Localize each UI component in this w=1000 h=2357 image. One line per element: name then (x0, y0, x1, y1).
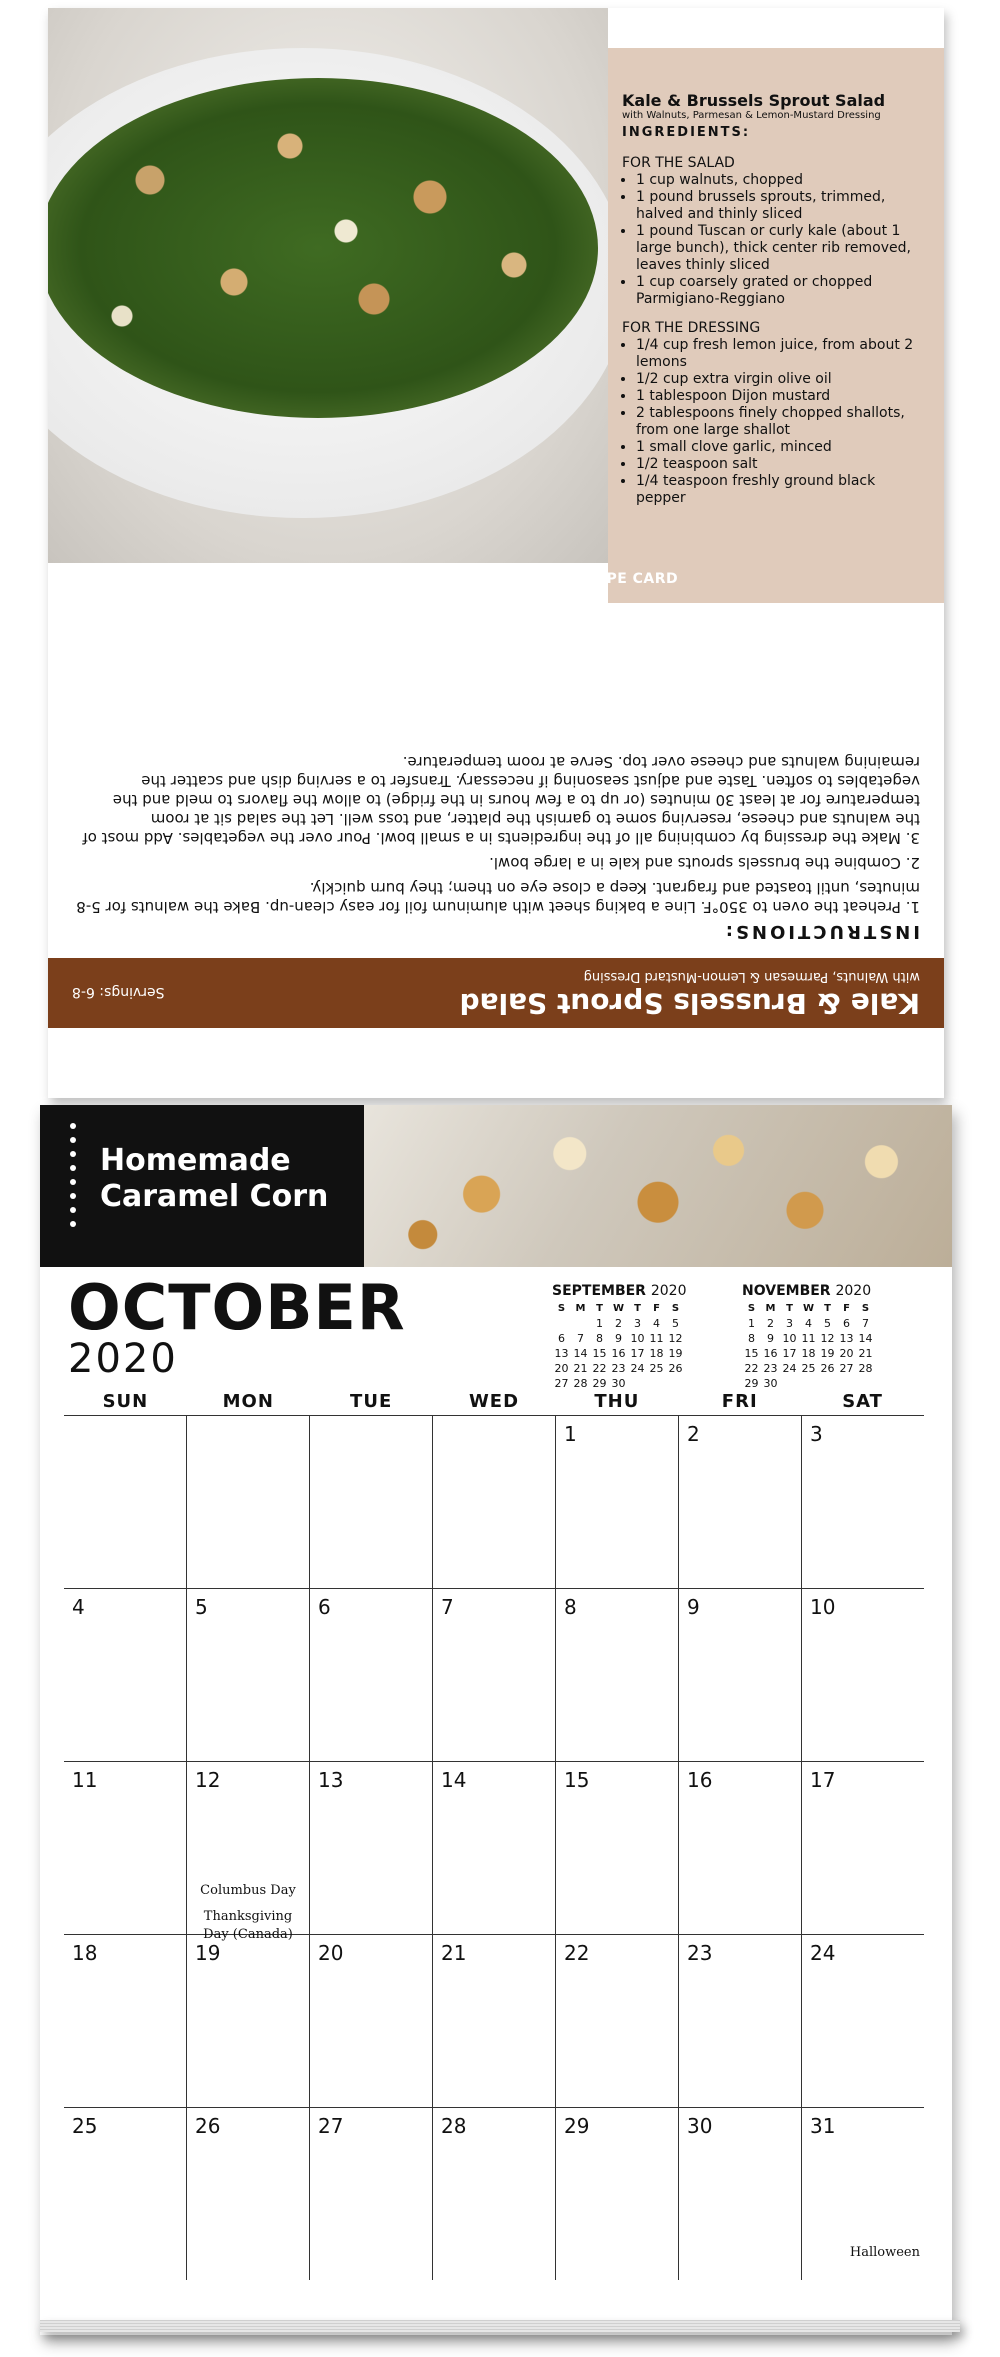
mini-day: 19 (820, 1347, 835, 1360)
holiday-thanksgiving-canada: Thanksgiving Day (Canada) (203, 1909, 293, 1942)
mini-day: 13 (839, 1332, 854, 1345)
mini-day (628, 1376, 647, 1391)
mini-day: 30 (763, 1377, 778, 1390)
mini-day: 21 (573, 1362, 588, 1375)
mini-weekday: T (596, 1303, 603, 1314)
instruction-step: 3. Make the dressing by combining all of the ingredients in a small bowl. Pour over the vegetables. Add most of the walnuts and cheese, reserving some to garnish the platter, and toss well. Let the salad sit at room temperature for at least 30 minutes (or up to a few hours in the fridge) to allow the flavors to meld and the vegetables to soften. Taste and adjust seasoning if necessary. Transfer to a serving dish and scatter the remaining walnuts and cheese over top. Serve at room temperature. (82, 753, 920, 847)
day-cell[interactable] (679, 2108, 802, 2280)
mini-day: 16 (611, 1347, 626, 1360)
mini-day: 15 (592, 1347, 607, 1360)
day-cell[interactable] (433, 2108, 556, 2280)
mini-weekday: T (824, 1303, 831, 1314)
servings-label: Servings: 6-8 (72, 984, 165, 1000)
mini-day: 9 (615, 1332, 622, 1345)
mini-day: 1 (748, 1317, 755, 1330)
instructions-title-bar (48, 958, 944, 1028)
list-item: • 1 tablespoon Dijon mustard (636, 388, 926, 405)
mini-calendar-grid (552, 1301, 685, 1391)
mini-calendar-september (552, 1283, 686, 1391)
day-number: 8 (564, 1595, 577, 1619)
day-cell[interactable] (556, 2108, 679, 2280)
mini-day: 12 (820, 1332, 835, 1345)
mini-calendar-november (742, 1283, 875, 1391)
day-cell[interactable] (64, 1935, 187, 2107)
mini-day: 6 (558, 1332, 565, 1345)
mini-day: 19 (668, 1347, 683, 1360)
day-number: 23 (687, 1941, 713, 1965)
caramel-corn-photo (364, 1105, 952, 1267)
mini-day: 26 (820, 1362, 835, 1375)
mini-day: 20 (839, 1347, 854, 1360)
recipe-banner (40, 1105, 364, 1267)
mini-day: 25 (649, 1362, 664, 1375)
mini-weekday: T (634, 1303, 641, 1314)
dot-icon (70, 1193, 76, 1199)
weekday-label: TUE (350, 1391, 393, 1412)
day-cell[interactable] (679, 1762, 802, 1934)
day-cell[interactable] (187, 2108, 310, 2280)
instructions-recipe-title: Kale & Brussels Sprout Salad (459, 987, 920, 1020)
mini-day: 16 (763, 1347, 778, 1360)
mini-day: 14 (858, 1332, 873, 1345)
dot-icon (70, 1165, 76, 1171)
day-number: 6 (318, 1595, 331, 1619)
list-item: • 1 cup walnuts, chopped (636, 172, 926, 189)
day-cell[interactable] (679, 1935, 802, 2107)
week-row (64, 2108, 924, 2280)
day-cell[interactable] (187, 1589, 310, 1761)
day-cell[interactable] (802, 1935, 924, 2107)
day-number: 27 (318, 2114, 344, 2138)
banner-title-line1: Homemade (100, 1143, 291, 1178)
mini-day: 27 (554, 1377, 569, 1390)
day-number: 1 (564, 1422, 577, 1446)
mini-day: 22 (744, 1362, 759, 1375)
mini-month-year: 2020 (650, 1283, 687, 1299)
recipe-subtitle: with Walnuts, Parmesan & Lemon-Mustard Dressing (622, 110, 881, 121)
banner-dots (70, 1123, 76, 1235)
mini-day: 28 (858, 1362, 873, 1375)
banner-title-line2: Caramel Corn (100, 1179, 329, 1214)
mini-day: 5 (824, 1317, 831, 1330)
mini-day: 14 (573, 1347, 588, 1360)
day-number: 18 (72, 1941, 98, 1965)
mini-day: 8 (748, 1332, 755, 1345)
day-cell[interactable] (64, 1416, 187, 1588)
day-cell[interactable] (802, 1589, 924, 1761)
list-item: • 1/2 cup extra virgin olive oil (636, 371, 926, 388)
day-cell[interactable] (556, 1416, 679, 1588)
day-number: 21 (441, 1941, 467, 1965)
day-number: 31 (810, 2114, 836, 2138)
mini-day (552, 1316, 571, 1331)
mini-day: 3 (634, 1317, 641, 1330)
mini-day: 10 (630, 1332, 645, 1345)
month-title: OCTOBER (68, 1271, 406, 1344)
mini-day: 20 (554, 1362, 569, 1375)
day-cell[interactable] (556, 1935, 679, 2107)
mini-weekday: W (612, 1303, 625, 1314)
day-cell[interactable] (556, 1762, 679, 1934)
day-number: 22 (564, 1941, 590, 1965)
mini-day: 3 (786, 1317, 793, 1330)
day-number: 2 (687, 1422, 700, 1446)
mini-day: 11 (649, 1332, 664, 1345)
calendar-page-stack-edge (40, 2320, 960, 2332)
day-number: 4 (72, 1595, 85, 1619)
mini-calendar-grid (742, 1301, 875, 1391)
day-cell[interactable] (187, 1416, 310, 1588)
mini-weekday: T (786, 1303, 793, 1314)
day-number: 15 (564, 1768, 590, 1792)
day-number: 5 (195, 1595, 208, 1619)
mini-day: 24 (630, 1362, 645, 1375)
list-item: • 1 pound brussels sprouts, trimmed, halved and thinly sliced (636, 189, 926, 223)
mini-weekday: S (861, 1303, 870, 1314)
day-number: 10 (810, 1595, 836, 1619)
mini-weekday: S (557, 1303, 566, 1314)
mini-day: 13 (554, 1347, 569, 1360)
mini-day: 6 (843, 1317, 850, 1330)
day-number: 26 (195, 2114, 221, 2138)
holiday-columbus-day: Columbus Day (200, 1883, 296, 1898)
mini-day (818, 1376, 837, 1391)
dot-icon (70, 1151, 76, 1157)
day-number: 9 (687, 1595, 700, 1619)
dot-icon (70, 1137, 76, 1143)
week-row (64, 1416, 924, 1589)
week-row (64, 1935, 924, 2108)
month-grid (64, 1391, 924, 2280)
dot-icon (70, 1207, 76, 1213)
week-row (64, 1762, 924, 1942)
dressing-list (622, 337, 926, 507)
weekday-label: THU (594, 1391, 640, 1412)
mini-day: 23 (763, 1362, 778, 1375)
day-cell[interactable] (679, 1589, 802, 1761)
mini-month-name: NOVEMBER (742, 1283, 831, 1299)
holiday-halloween: Halloween (849, 2245, 920, 2260)
day-cell[interactable] (64, 1762, 187, 1934)
day-number: 13 (318, 1768, 344, 1792)
mini-day: 29 (592, 1377, 607, 1390)
instruction-step: 1. Preheat the oven to 350°F. Line a baking sheet with aluminum foil for easy clean-up. Bake the walnuts for 5-8 minutes, until toasted and fragrant. Keep a close eye on them; they burn quickly. (76, 879, 920, 916)
mini-day: 4 (805, 1317, 812, 1330)
mini-month-name: SEPTEMBER (552, 1283, 646, 1299)
mini-day: 9 (767, 1332, 774, 1345)
mini-day: 21 (858, 1347, 873, 1360)
mini-day (799, 1376, 818, 1391)
mini-day: 30 (611, 1377, 626, 1390)
mini-month-year: 2020 (835, 1283, 872, 1299)
weekday-label: WED (468, 1391, 520, 1412)
mini-day (571, 1316, 590, 1331)
day-cell[interactable] (64, 2108, 187, 2280)
mini-day (647, 1376, 666, 1391)
day-cell[interactable] (310, 1762, 433, 1934)
salad-graphic (48, 78, 598, 418)
instructions-section (48, 608, 944, 1028)
dot-icon (70, 1123, 76, 1129)
day-cell[interactable] (433, 1589, 556, 1761)
day-number: 3 (810, 1422, 823, 1446)
weekday-label: MON (222, 1391, 274, 1412)
mini-day: 15 (744, 1347, 759, 1360)
weekday-label: SAT (842, 1391, 883, 1412)
mini-day (666, 1376, 685, 1391)
instructions-steps (70, 746, 920, 916)
mini-weekday: M (765, 1303, 776, 1314)
day-cell[interactable] (310, 1935, 433, 2107)
weekday-header (64, 1391, 924, 1416)
mini-day: 23 (611, 1362, 626, 1375)
day-cell[interactable] (310, 1589, 433, 1761)
day-number: 24 (810, 1941, 836, 1965)
dot-icon (70, 1221, 76, 1227)
mini-day (856, 1376, 875, 1391)
mini-weekday: W (802, 1303, 815, 1314)
list-item: • 1/4 teaspoon freshly ground black pepper (636, 473, 926, 507)
day-number: 17 (810, 1768, 836, 1792)
mini-day: 11 (801, 1332, 816, 1345)
year-title: 2020 (68, 1336, 178, 1382)
day-number: 29 (564, 2114, 590, 2138)
salad-photo (48, 8, 608, 563)
mini-day: 28 (573, 1377, 588, 1390)
mini-day (837, 1376, 856, 1391)
mini-day: 17 (782, 1347, 797, 1360)
instructions-heading: INSTRUCTIONS: (722, 921, 920, 942)
recipe-card-page (48, 8, 944, 1098)
week-row (64, 1589, 924, 1762)
list-item: • 2 tablespoons finely chopped shallots, from one large shallot (636, 405, 926, 439)
day-cell[interactable] (310, 2108, 433, 2280)
salad-list (622, 172, 926, 308)
mini-day: 25 (801, 1362, 816, 1375)
mini-day: 4 (653, 1317, 660, 1330)
day-cell[interactable] (187, 1762, 310, 1942)
mini-weekday: S (671, 1303, 680, 1314)
dressing-heading: FOR THE DRESSING (622, 320, 761, 336)
banner-title (100, 1143, 328, 1215)
mini-day: 26 (668, 1362, 683, 1375)
day-cell[interactable] (187, 1935, 310, 2107)
day-number: 11 (72, 1768, 98, 1792)
calendar-page (40, 1105, 952, 2335)
day-number: 12 (195, 1768, 221, 1792)
mini-day: 5 (672, 1317, 679, 1330)
day-cell[interactable] (64, 1589, 187, 1761)
list-item: • 1 pound Tuscan or curly kale (about 1 large bunch), thick center rib removed, leaves thinly sliced (636, 223, 926, 274)
day-number: 28 (441, 2114, 467, 2138)
day-cell[interactable] (556, 1589, 679, 1761)
mini-weekday: F (843, 1303, 850, 1314)
list-item: • 1 cup coarsely grated or chopped Parmigiano-Reggiano (636, 274, 926, 308)
mini-day: 12 (668, 1332, 683, 1345)
mini-day: 7 (862, 1317, 869, 1330)
mini-day: 18 (649, 1347, 664, 1360)
day-cell[interactable] (433, 1762, 556, 1934)
day-cell[interactable] (433, 1416, 556, 1588)
mini-day: 29 (744, 1377, 759, 1390)
list-item: • 1/4 cup fresh lemon juice, from about 2 lemons (636, 337, 926, 371)
day-cell[interactable] (433, 1935, 556, 2107)
recipe-title: Kale & Brussels Sprout Salad (622, 91, 886, 110)
mini-day: 7 (577, 1332, 584, 1345)
instructions-recipe-subtitle: with Walnuts, Parmesan & Lemon-Mustard Dressing (583, 969, 920, 984)
dot-icon (70, 1179, 76, 1185)
mini-day: 27 (839, 1362, 854, 1375)
mini-day: 17 (630, 1347, 645, 1360)
day-number: 19 (195, 1941, 221, 1965)
list-item: • 1/2 teaspoon salt (636, 456, 926, 473)
day-cell[interactable] (802, 1416, 924, 1588)
mini-weekday: F (653, 1303, 660, 1314)
week-rows (64, 1416, 924, 2280)
day-number: 16 (687, 1768, 713, 1792)
day-cell[interactable] (310, 1416, 433, 1588)
weekday-label: SUN (102, 1391, 149, 1412)
mini-day: 1 (596, 1317, 603, 1330)
day-cell[interactable] (802, 2108, 924, 2280)
day-number: 30 (687, 2114, 713, 2138)
mini-weekday: M (575, 1303, 586, 1314)
day-number: 25 (72, 2114, 98, 2138)
mini-day: 8 (596, 1332, 603, 1345)
list-item: • 1 small clove garlic, minced (636, 439, 926, 456)
ingredients-heading: INGREDIENTS: (622, 125, 751, 140)
day-cell[interactable] (679, 1416, 802, 1588)
fold-label: FOLD HERE TO CREATE A RECIPE CARD (357, 571, 679, 587)
day-number: 14 (441, 1768, 467, 1792)
ingredients-panel (608, 48, 944, 603)
mini-day (780, 1376, 799, 1391)
day-number: 20 (318, 1941, 344, 1965)
weekday-label: FRI (721, 1391, 758, 1412)
instruction-step: 2. Combine the brussels sprouts and kale in a large bowl. (489, 854, 920, 872)
mini-day: 24 (782, 1362, 797, 1375)
salad-heading: FOR THE SALAD (622, 155, 735, 171)
mini-day: 10 (782, 1332, 797, 1345)
day-cell[interactable] (802, 1762, 924, 1934)
mini-day: 18 (801, 1347, 816, 1360)
mini-weekday: S (747, 1303, 756, 1314)
day-number: 7 (441, 1595, 454, 1619)
mini-day: 2 (767, 1317, 774, 1330)
mini-day: 2 (615, 1317, 622, 1330)
mini-day: 22 (592, 1362, 607, 1375)
